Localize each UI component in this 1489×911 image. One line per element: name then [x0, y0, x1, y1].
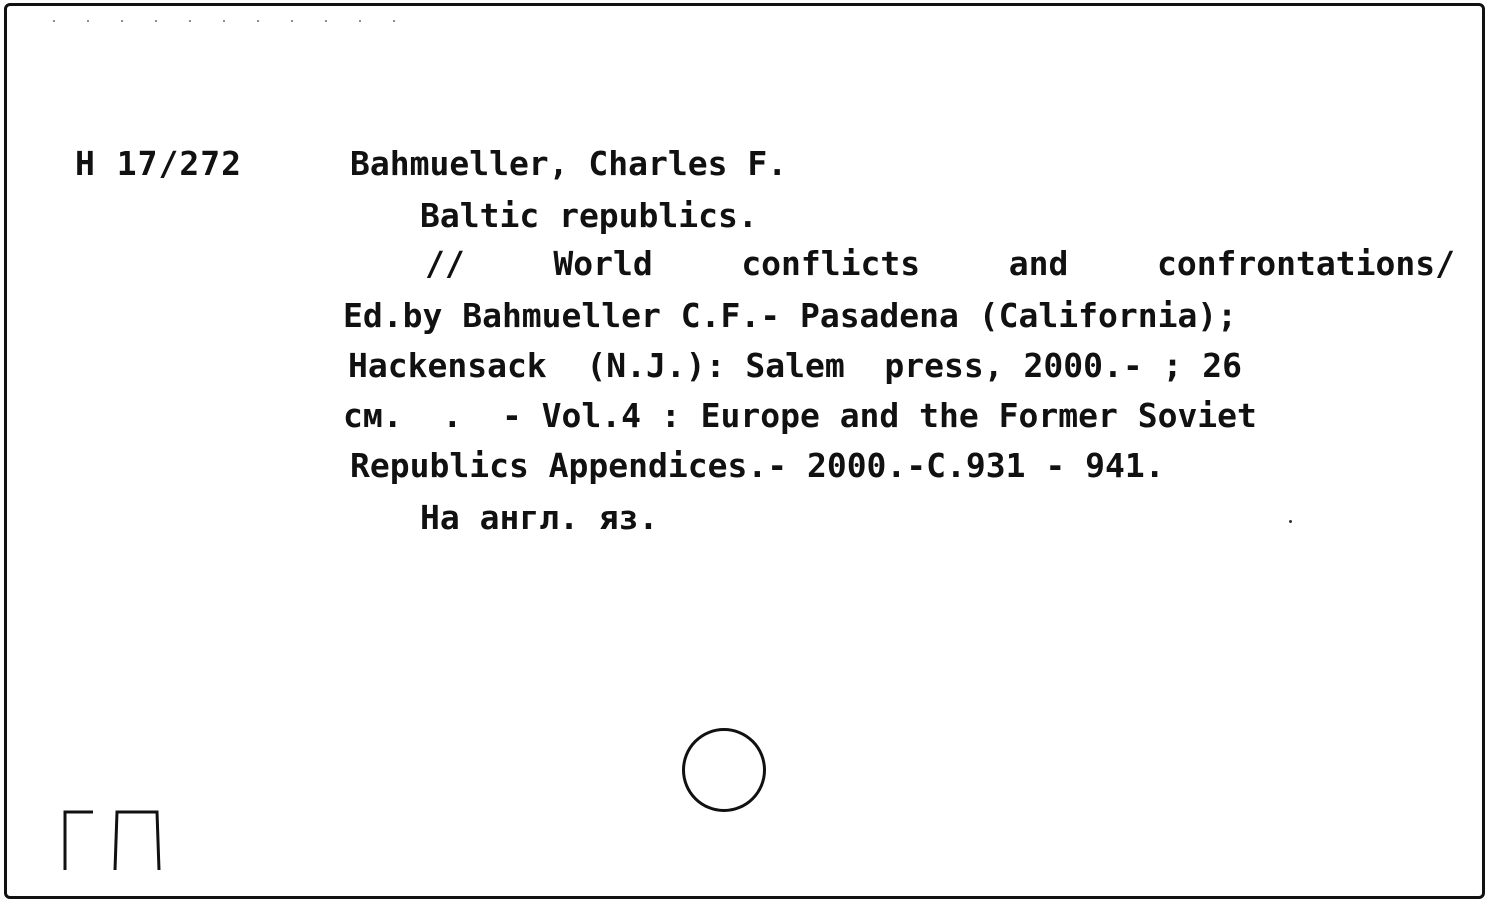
source-word: conflicts	[741, 244, 921, 283]
shelfmark: Н 17/272	[75, 144, 242, 183]
publisher-line: Hackensack (N.J.): Salem press, 2000.- ; 26	[348, 346, 1243, 385]
source-word: //	[425, 244, 465, 283]
stray-dot	[1289, 520, 1292, 523]
title-line: Baltic republics.	[420, 196, 758, 235]
punch-hole	[682, 728, 766, 812]
author-heading: Bahmueller, Charles F.	[350, 144, 788, 183]
pages-line: Republics Appendices.- 2000.-C.931 - 941.	[350, 446, 1165, 485]
source-line	[425, 244, 1455, 284]
top-dotted-mark	[37, 20, 417, 22]
publication-line: Ed.by Bahmueller C.F.- Pasadena (California);	[343, 296, 1238, 335]
source-word: and	[1008, 244, 1069, 283]
source-word: World	[553, 244, 653, 283]
volume-line: см. . - Vol.4 : Europe and the Former Soviet	[343, 396, 1257, 435]
corner-mark-gp	[61, 806, 171, 876]
source-word: confrontations/	[1156, 244, 1455, 283]
catalog-card	[4, 3, 1485, 899]
language-note: На англ. яз.	[420, 498, 659, 537]
